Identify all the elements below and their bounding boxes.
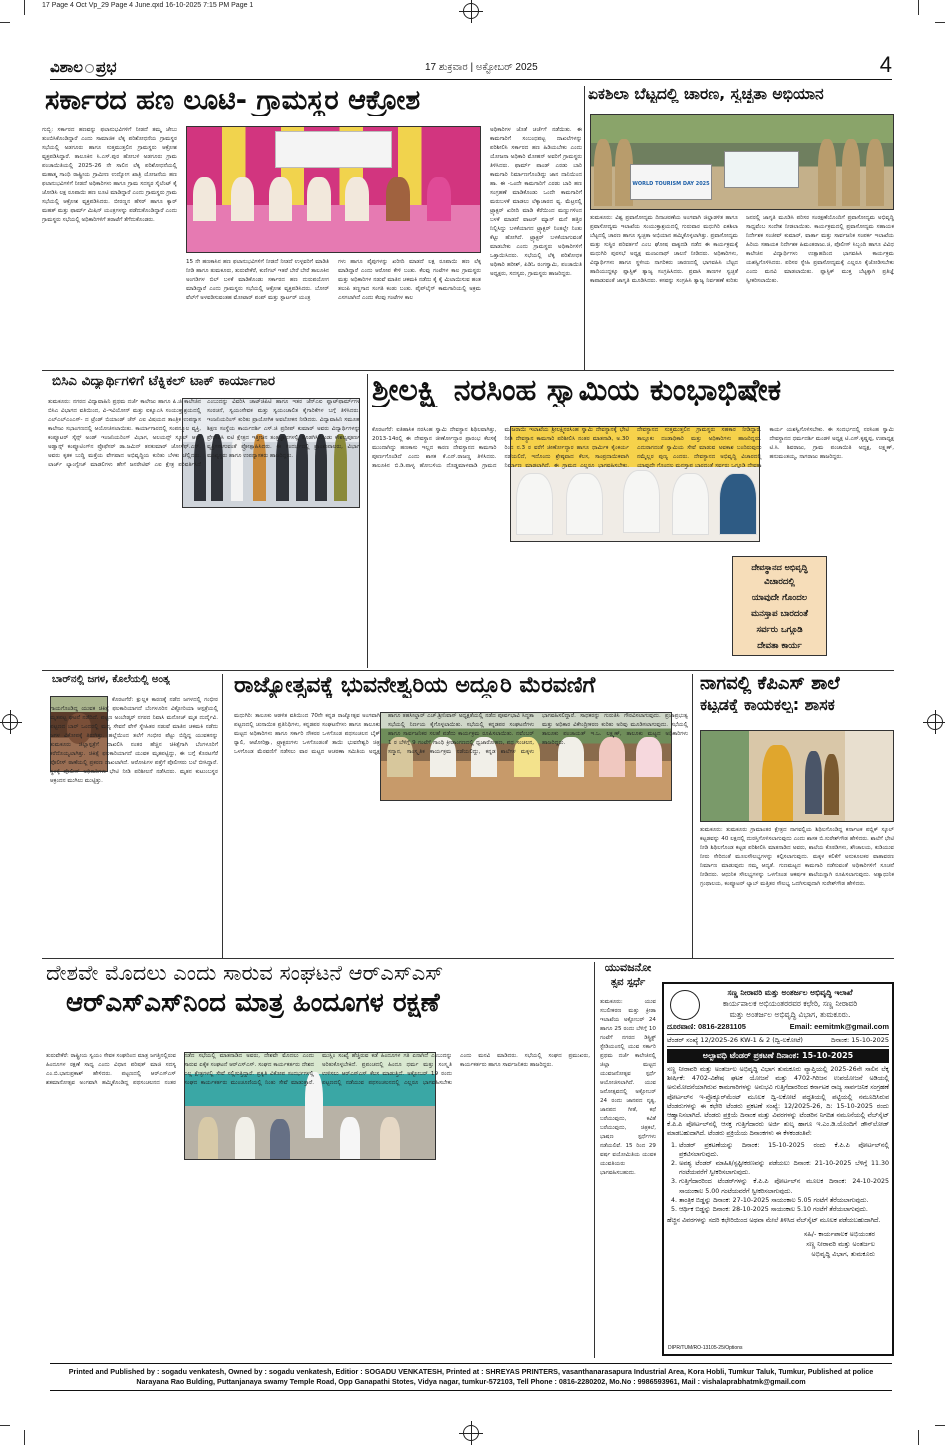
tender-schedule-item: 2. ಅವಶ್ಯ ಟೆಂಡರ್ ಮಾಹಿತಿ/ಸ್ಪಷ್ಟೀಕರಣವನ್ನು ಪಡೆಯಲು ದಿನಾಂಕ: 21-10-2025 ಬೆಳಿಗ್ಗೆ 11.30 ಗಂಟೆಯವರೆಗೆ ಸ್ವೀಕರಿಸಲಾಗುವುದು.: [679, 1159, 889, 1177]
article-body: ಗುಬ್ಬಿ: ಸರ್ಕಾರದ ಹಣವನ್ನು ಫಲಾನುಭವಿಗಳಿಗೆ ನೀಡದೆ ತಮ್ಮ ಜೇಬು ತುಂಬಿಸಿಕೊಂಡಿದ್ದಾರೆ ಎಂದು ಸಾಮಾಜಿಕ ಲೆಕ್ಕ ಪರಿಶೋಧನೆಯ ಗ್ರಾಮಸ್ಥರ ಸಭೆಯಲ್ಲಿ ಅಡಗೂರು ಹಾಗೂ ಸುತ್ತಮುತ್ತಲಿನ ಗ್ರಾಮಸ್ಥರು ಆಕ್ರೋಶ ವ್ಯಕ್ತಪಡಿಸಿದ್ದಾರೆ. ತಾಲೂಕಿನ ಸಿ.ಎಸ್.ಪುರ ಹೋಬಳಿ ಅಡಗೂರು ಗ್ರಾಮ ಪಂಚಾಯಿತಿಯಲ್ಲಿ 2025-26 ನೇ ಸಾಲಿನ ಲೆಕ್ಕ ಪರಿಶೋಧನೆಯಲ್ಲಿ ಮಹಾತ್ಮ ಗಾಂಧಿ ರಾಷ್ಟ್ರೀಯ ಗ್ರಾಮೀಣ ಉದ್ಯೋಗ ಖಾತ್ರಿ ಯೋಜನೆಯ ಹಣ ಫಲಾನುಭವಿಗಳಿಗೆ ನೀಡದೆ ಅಧಿಕಾರಿಗಳು ಹಾಗೂ ಗ್ರಾಮ ಸದಸ್ಯರ ಸೈಲೆಂಟ್ ಕೈ ಜೋಡಿಸಿ ಲಕ್ಷ ರೂಪಾಯಿ ಹಣ ಲೂಟಿ ಮಾಡಿದ್ದಾರೆ ಎಂದು ಗ್ರಾಮಸ್ಥರು ಗ್ರಾಮ ಸಭೆಯಲ್ಲಿ ಆಕ್ರೋಶ ವ್ಯಕ್ತಪಡಿಸಿದರು. ಬೀರಣ್ಣನ ಹೆಸರ್ ಹಾಗೂ ಕ್ಯಾರ್ ಮಹತ್ ಮತ್ತು ಫಾರ್ಮ್ ಮಿಷಿನ್ ಯಂತ್ರಗಳನ್ನು ಪಡೆದುಕೊಂಡಿದ್ದಾರೆ ಎಂದು ಗ್ರಾಮಸ್ಥರು ಸಭೆಯಲ್ಲಿ ಅಧಿಕಾರಿಗಳಿಗೆ ತರಾಟೆಗೆ ತೆಗೆದುಕೊಂಡರು.: [42, 127, 177, 223]
column-rule: [367, 374, 368, 668]
story-rajyotsava: [228, 674, 688, 958]
photo-banner: [724, 151, 800, 189]
article-body: ತುರುವೇಕೆರೆ: ರಾಷ್ಟ್ರೀಯ ಸ್ವಯಂ ಸೇವಕ ಸಂಘದಿಂದ ಮಾತ್ರ ಜಗತ್ತಿನಲ್ಲಿರುವ ಹಿಂದೂಗಳ ರಕ್ಷಣೆ ಸಾಧ್ಯ ಎಂದು ವಿಧಾನ ಪರಿಷತ್ ಮಾಜಿ ಸದಸ್ಯ ಎಂ.ಬಿ.ಭಾನುಪ್ರಕಾಶ್ ಹೇಳಿದರು. ಪಟ್ಟಣದಲ್ಲಿ ಆರ್‌ಎಸ್‌ಎಸ್ ಶತಮಾನೋತ್ಸವ ಅಂಗವಾಗಿ ಹಮ್ಮಿಕೊಂಡಿದ್ದ ಪಥಸಂಚಲನದ ನಂತರ ನಡೆದ ಸಭೆಯಲ್ಲಿ ಮಾತನಾಡಿದ ಅವರು, ದೇಶವೇ ಮೊದಲು ಎಂದು ಸಾರುವ ಏಕೈಕ ಸಂಘಟನೆ ಆರ್‌ಎಸ್‌ಎಸ್. ಸಂಘದ ಕಾರ್ಯಕರ್ತರು ದೇಶದ ಎಲ್ಲ ಕ್ಷೇತ್ರಗಳಲ್ಲಿ ಸೇವೆ ಸಲ್ಲಿಸುತ್ತಿದ್ದಾರೆ. ಪ್ರಕೃತಿ ವಿಕೋಪ ಸಂದರ್ಭಗಳಲ್ಲಿ ಸಂಘದ ಕಾರ್ಯಕರ್ತರು ಮುಂಚೂಣಿಯಲ್ಲಿ ನಿಂತು ಸೇವೆ ಮಾಡುತ್ತಾರೆ. ಮುಸ್ಲಿಂ ಸಂಖ್ಯೆ ಹೆಚ್ಚಿರುವ ಕಡೆ ಹಿಂದೂಗಳ ಗತಿ ಏನಾಗಿದೆ ಎಂಬುದನ್ನು ಅರಿತುಕೊಳ್ಳಬೇಕಿದೆ. ಪ್ರಪಂಚದಲ್ಲಿ ಹಿಂದೂ ಧರ್ಮ ಮತ್ತು ಸಂಸ್ಕೃತಿ ಉಳಿಸಲು ಆರ್‌ಎಸ್‌ಎಸ್ ಕೆಲಸ ಮಾಡುತ್ತಿದೆ. ಅಕ್ಟೋಬರ್ 19 ರಂದು ಪಟ್ಟಣದಲ್ಲಿ ನಡೆಯುವ ಪಥಸಂಚಲನದಲ್ಲಿ ಎಲ್ಲರೂ ಭಾಗವಹಿಸಬೇಕು ಎಂದು ಮನವಿ ಮಾಡಿದರು. ಸಭೆಯಲ್ಲಿ ಸಂಘದ ಪ್ರಮುಖರು, ಕಾರ್ಯಕರ್ತರು ಹಾಗೂ ಸಾರ್ವಜನಿಕರು ಹಾಜರಿದ್ದರು.: [46, 1053, 590, 1086]
pull-quote-box: [732, 556, 827, 656]
photo-person: [193, 177, 216, 221]
imprint-line: Printed and Published by : sogadu venkatesh, Owned by : sogadu venkatesh, Editior : SOGADU VENKATESH, Printed at : SHREYAS PRINTERS, vasanthanarasapura Industrial Area, Kora Hobli, Tumkur Taluk, Tumkur, Published at police: [68, 1367, 874, 1376]
government-emblem-icon: [670, 990, 700, 1020]
photo-person: [307, 177, 330, 221]
tender-signature: [667, 1229, 889, 1259]
story-lead: [42, 86, 582, 368]
story-bca-workshop: [42, 374, 362, 668]
article-body: ತುಮಕೂರು: ವಿಶ್ವ ಪ್ರವಾಸೋದ್ಯಮ ದಿನಾಚರಣೆಯ ಅಂಗವಾಗಿ ಜಿಲ್ಲಾಡಳಿತ ಹಾಗೂ ಪ್ರವಾಸೋದ್ಯಮ ಇಲಾಖೆಯ ಸಂಯುಕ್ತಾಶ್ರಯದಲ್ಲಿ ಗುರುವಾರ ಮಧುಗಿರಿ ಏಕಶಿಲಾ ಬೆಟ್ಟದಲ್ಲಿ ಚಾರಣ ಹಾಗೂ ಸ್ವಚ್ಛತಾ ಅಭಿಯಾನ ಹಮ್ಮಿಕೊಳ್ಳಲಾಗಿತ್ತು. ಪ್ರವಾಸೋದ್ಯಮ ಮತ್ತು ಸುಸ್ಥಿರ ಪರಿವರ್ತನೆ ಎಂಬ ಘೋಷ ವಾಕ್ಯದಡಿ ನಡೆದ ಈ ಕಾರ್ಯಕ್ರಮಕ್ಕೆ ಮಧುಗಿರಿ ಪುರಸಭೆ ಅಧ್ಯಕ್ಷ ಮಂಜುನಾಥ್ ಚಾಲನೆ ನೀಡಿದರು. ಅಧಿಕಾರಿಗಳು, ವಿದ್ಯಾರ್ಥಿಗಳು ಹಾಗೂ ಸ್ಥಳೀಯ ನಾಗರಿಕರು ಚಾರಣದಲ್ಲಿ ಭಾಗವಹಿಸಿ ಬೆಟ್ಟದ ಹಾದಿಯುದ್ದಕ್ಕೂ ಪ್ಲಾಸ್ಟಿಕ್ ತ್ಯಾಜ್ಯ ಸಂಗ್ರಹಿಸಿದರು. ಪ್ರವಾಸಿ ತಾಣಗಳ ಸ್ವಚ್ಛತೆ ಕಾಪಾಡುವಂತೆ ಜಾಗೃತಿ ಮೂಡಿಸಿದರು. ಕಸವನ್ನು ಸಂಗ್ರಹಿಸಿ ತ್ಯಾಜ್ಯ ನಿರ್ವಹಣೆ ಕುರಿತು ಜನರಲ್ಲಿ ಜಾಗೃತಿ ಮೂಡಿಸಿ ಪರಿಸರ ಸಂರಕ್ಷಣೆಯೊಂದಿಗೆ ಪ್ರವಾಸೋದ್ಯಮ ಅಭಿವೃದ್ಧಿ ಸಾಧ್ಯವೆಂಬ ಸಂದೇಶ ನೀಡಲಾಯಿತು. ಕಾರ್ಯಕ್ರಮದಲ್ಲಿ ಪ್ರವಾಸೋದ್ಯಮ ಸಹಾಯಕ ನಿರ್ದೇಶಕ ಸಂಜೀವ್ ಕುಮಾರ್, ವಾರ್ತಾ ಮತ್ತು ಸಾರ್ವಜನಿಕ ಸಂಪರ್ಕ ಇಲಾಖೆಯ ಹಿರಿಯ ಸಹಾಯಕ ನಿರ್ದೇಶಕ ಹಿಮಂತರಾಜು.ಜಿ, ಪೊಲೀಸ್ ಸಿಬ್ಬಂದಿ ಹಾಗೂ ವಿವಿಧ ಕಾಲೇಜಿನ ವಿದ್ಯಾರ್ಥಿಗಳು ಉತ್ಸಾಹದಿಂದ ಭಾಗವಹಿಸಿ ಕಾರ್ಯಕ್ರಮ ಯಶಸ್ವಿಗೊಳಿಸಿದರು. ಪರಿಸರ ಸ್ನೇಹಿ ಪ್ರವಾಸೋದ್ಯಮಕ್ಕೆ ಎಲ್ಲರೂ ಕೈಜೋಡಿಸಬೇಕು ಎಂದು ಮನವಿ ಮಾಡಲಾಯಿತು. ಪ್ಲಾಸ್ಟಿಕ್ ಮುಕ್ತ ಬೆಟ್ಟಕ್ಕಾಗಿ ಪ್ರತಿಜ್ಞೆ ಸ್ವೀಕರಿಸಲಾಯಿತು.: [590, 215, 894, 284]
headline-line-2: ಆರ್‌ಎಸ್‌ಎಸ್‌ನಿಂದ ಮಾತ್ರ ಹಿಂದೂಗಳ ರಕ್ಷಣೆ: [66, 989, 440, 1018]
crop-mark: [935, 22, 945, 23]
crop-mark: [918, 0, 919, 15]
tender-phone: ದೂರವಾಣಿ: 0816-2281105: [667, 1022, 746, 1031]
masthead: [50, 52, 892, 80]
tender-reference: [667, 1034, 889, 1047]
story-kps-school: [696, 674, 894, 956]
registration-mark-icon: [463, 1425, 479, 1441]
headline: ಏಕಶಿಲಾ ಬೆಟ್ಟದಲ್ಲಿ ಚಾರಣ, ಸ್ವಚ್ಛತಾ ಅಭಿಯಾನ: [588, 86, 824, 103]
story-bar-fight: [42, 674, 218, 956]
story-trekking: [588, 86, 894, 370]
logo-text-left: ವಿಶಾಲ: [50, 58, 83, 76]
section-rule: [42, 670, 894, 671]
tender-intro: ಸಣ್ಣ ನೀರಾವರಿ ಮತ್ತು ಅಂತರ್ಜಲ ಅಭಿವೃದ್ಧಿ ವಿಭಾಗ ತುಮಕೂರು ವ್ಯಾಪ್ತಿಯಲ್ಲಿ 2025-26ನೇ ಸಾಲಿನ ಲೆಕ್ಕ ಶೀರ್ಷಿಕೆ: 4702-ವಿಶೇಷ ಘಟಕ ಯೋಜನೆ ಮತ್ತು 4702-ಗಿರಿಜನ ಉಪಯೋಜನೆ ಅಡಿಯಲ್ಲಿ ಅನುಮೋದನೆಯಾಗಿರುವ ಕಾಮಗಾರಿಗಳನ್ನು ಅನುಭವಿ ಗುತ್ತಿಗೆದಾರರಿಂದ ಕರ್ನಾಟಕ ರಾಜ್ಯ ಸಾರ್ವಜನಿಕ ಸಂಗ್ರಹಣೆ ಪೋರ್ಟಲ್‌ನ ಇ-ಪ್ರೊಕ್ಯೂರ್‌ಮೆಂಟ್ ಮೂಲಕ ದ್ವಿ-ಲಕೋಟೆ ಪದ್ಧತಿಯಲ್ಲಿ ಪಟ್ಟಿಯಲ್ಲಿ ನಮೂದಿಸಿರುವ ಟೆಂಡರುಗಳನ್ನು ಈ ಕಛೇರಿ ಟೆಂಡರು ಪ್ರಕಟಣೆ ಸಂಖ್ಯೆ: 12/2025-26, ದಿ: 15-10-2025 ರಂದು ಆಹ್ವಾನಿಸಲಾಗಿದೆ. ಟೆಂಡರು ಪ್ರಕ್ರಿಯೆ ದಿನಾಂಕ ಮತ್ತು ವಿವರಗಳನ್ನು ಟೆಂಡರಿನ ನಿಗದಿತ ನಮೂನೆಯಲ್ಲಿ ವೆಬ್‌ಸೈಟ್ ಕೆ.ಪಿ.ಪಿ ಪೋರ್ಟಲ್‌ನಲ್ಲಿ ಆಸಕ್ತ ಗುತ್ತಿಗೆದಾರರು ಅರ್ಜಿ ಶುಲ್ಕ ಹಾಗೂ ಇ.ಎಂ.ಡಿ.ಯೊಂದಿಗೆ ಡೌನ್‌ಲೋಡ್ ಮಾಡಬಹುದಾಗಿದೆ. ಟೆಂಡರು ಪ್ರಕ್ರಿಯೆಯ ದಿನಾಂಕಗಳು ಈ ಕೆಳಕಂಡಂತಿವೆ:: [667, 1066, 889, 1138]
tender-ref-date: ದಿನಾಂಕ: 15-10-2025: [831, 1036, 889, 1044]
logo-text-right: ಪ್ರಭ: [95, 58, 117, 76]
section-rule: [42, 958, 894, 959]
page-number: 4: [879, 52, 892, 77]
photo-person: [866, 139, 884, 207]
column-rule: [692, 674, 693, 958]
photo-banner: [630, 164, 712, 200]
column-rule: [584, 86, 585, 370]
crop-mark: [0, 22, 10, 23]
article-body: ಗಳು ಹಾಗೂ ಪೈಪುಗಳನ್ನು ಖರೀದಿ ಮಾಡದೆ ಲಕ್ಷ ರೂಪಾಯಿ ಹಣ ಲೆಕ್ಕ ಮಾಡಿದ್ದಾರೆ ಎಂದು ಆರೋಪ ಕೇಳಿ ಬಂತು. ಕೆಲವು ಗಂಟೆಗಳ ಕಾಲ ಗ್ರಾಮಸ್ಥರು ಮತ್ತು ಅಧಿಕಾರಿಗಳ ನಡುವೆ ಮಾತಿನ ಚಕಮಕಿ ನಡೆದು ಕೈ ಕೈ ಮಿಲಾಯಿಸುವ ಹಂತ ತಲುಪಿ ತಣ್ಣಗಾದ ಸಂಗತಿ ಕಂಡು ಬಂತು. ಪೈಪ್‌ಲೈನ್ ಕಾಮಗಾರಿಯಲ್ಲಿ ಅಕ್ರಮ ಎಸಗಲಾಗಿದೆ ಎಂದು ಕೆಲವು ಗಂಟೆಗಳ ಕಾಲ: [338, 259, 481, 301]
photo-person: [231, 177, 254, 221]
article-body: ಕೊರಟಗೆರೆ: ಐತಿಹಾಸಿಕ ನರಸಿಂಹ ಸ್ವಾಮಿ ದೇವಸ್ಥಾನ ಶಿಥಿಲವಾಗಿತ್ತು, 2013-14ರಲ್ಲಿ ಈ ದೇವಸ್ಥಾನ ಜೀರ್ಣೋದ್ಧಾರ ಪ್ರಾರಂಭ ಕೆಲಸಕ್ಕೆ ಮುಂದಾಗಿದ್ದು ಹಣಕಾಸು ಇಲ್ಲದ ಕಾರಣ ದೇವಸ್ಥಾನದ ಕಾಮಗಾರಿ ಪೂರ್ಣಗೊಂಡಿದೆ ಎಂದು ಶಾಸಕ ಕೆ.ಎನ್.ರಾಜಣ್ಣ ತಿಳಿಸಿದರು. ತಾಲೂಕಿನ ಬಿ.ಡಿ.ಪಾಳ್ಯ ಹೋಬಳಿಯ ದೊಡ್ಡಮಾಳವಾಡಿ ಗ್ರಾಮದ ಮುಜರಾಯಿ ಇಲಾಖೆಯ ಶ್ರೀಲಕ್ಷ್ಮಿನರಸಿಂಹ ಸ್ವಾಮಿ ದೇವಸ್ಥಾನಕ್ಕೆ ಭೇಟಿ ನೀಡಿ ದೇವಸ್ಥಾನ ಕಾಮಗಾರಿ ಪರಿಶೀಲಿಸಿ ನಂತರ ಮಾತನಾಡಿ, ಅ.30 ರಿಂದ ನ.3 ರ ವರೆಗೆ ಜೀರ್ಣೋದ್ಧಾರ ಹಾಗೂ ಧಾರ್ಮಿಕ ಕೈಂಕರ್ಯ ನಡೆಯಲಿದೆ, ಇದೊಂದು ಶ್ರೇಷ್ಠವಾದ ಕೆಲಸ, ಸಾಂಪ್ರದಾಯಿಕವಾಗಿ ನಿರ್ಮಾಣ ಮಾಡಲಾಗಿದೆ. ಈ ಗ್ರಾಮದ ಎಲ್ಲರೂ ಭಾಗವಹಿಸಬೇಕು. ದೇವಸ್ಥಾನದ ಸುತ್ತಮುತ್ತಲಿನ ಗ್ರಾಮಸ್ಥರು ಸಹಕಾರ ನೀಡಿದ್ದಾರೆ. ತಾಲ್ಲೂಕು ದಂಡಾಧಿಕಾರಿ ಮತ್ತು ಅಧಿಕಾರಿಗಳು ಹಾಜರಿದ್ದರು. ಎದುರಾಗದಂತೆ ಸ್ವಾಮಿಯ ಸೇವೆ ಮಾಡುವ ಅವಕಾಶ ಬಂದಿರುವುದು ನಮ್ಮೆಲ್ಲರ ಪುಣ್ಯ ಎಂದರು. ದೇವಸ್ಥಾನದ ಅಭಿವೃದ್ಧಿ ವಿಚಾರದಲ್ಲಿ ಯಾವುದೇ ಗೊಂದಲ ಮನಸ್ತಾಪ ಬಾರದಂತೆ ಸರ್ವರು ಒಗ್ಗೂಡಿ ದೇವತಾ ಕಾರ್ಯ ಯಶಸ್ವಿಗೊಳಿಸಬೇಕು. ಈ ಸಂದರ್ಭದಲ್ಲಿ ನರಸಿಂಹ ಸ್ವಾಮಿ ದೇವಸ್ಥಾನದ ಧರ್ಮದರ್ಶಿ ಮಂಡಳಿ ಅಧ್ಯಕ್ಷ ಟಿ.ಎಸ್.ಕೃಷ್ಣಪ್ಪ, ಉಪಾಧ್ಯಕ್ಷ ಟಿ.ಸಿ. ಶಿವರಾಜು, ಗ್ರಾಮ ಪಂಚಾಯಿತಿ ಅಧ್ಯಕ್ಷ, ಲಕ್ಷ್ಮಣ್, ಹನುಮಂತಯ್ಯ, ನಾಗರಾಜು ಹಾಜರಿದ್ದರು.: [372, 427, 894, 469]
photo-school-visit: [700, 730, 894, 822]
headline-line-1: ಯುವಜನೋ: [604, 962, 652, 974]
crop-mark: [24, 1430, 25, 1445]
photo-banner: [275, 131, 392, 169]
tender-schedule: [679, 1141, 889, 1215]
photo-person: [824, 754, 839, 815]
crop-mark: [935, 1425, 945, 1426]
tender-schedule-item: 1. ಟೆಂಡರ್ ಪ್ರಕಟಣೆಯನ್ನು ದಿನಾಂಕ: 15-10-2025 ರಂದು ಕೆ.ಪಿ.ಪಿ ಪೋರ್ಟಲ್‌ನಲ್ಲಿ ಪ್ರಕಟಿಸಲಾಗುವುದು.: [679, 1141, 889, 1159]
headline: ಬಿಸಿಎ ವಿದ್ಯಾರ್ಥಿಗಳಿಗೆ ಟೆಕ್ನಿಕಲ್ ಟಾಕ್ ಕಾರ್ಯಾಗಾರ: [52, 374, 276, 389]
headline: ರಾಜ್ಯೋತ್ಸವಕ್ಕೆ ಭುವನೇಶ್ವರಿಯ ಅದ್ದೂರಿ ಮೆರವಣಿಗೆ: [234, 674, 596, 698]
article-body: ಕೊರಟಗೆರೆ: ಕ್ಷುಲ್ಲಕ ಕಾರಣಕ್ಕೆ ನಡೆದ ಜಗಳದಲ್ಲಿ ಗಂಭೀರ ಗಾಯಗೊಂಡಿದ್ದ ಯುವಕ ಚಿಕಿತ್ಸೆ ಫಲಕಾರಿಯಾಗದೆ ಬೆಂಗಳೂರಿನ ವಿಕ್ಟೋರಿಯಾ ಆಸ್ಪತ್ರೆಯಲ್ಲಿ ಮೃತಪಟ್ಟ ಘಟನೆ ನಡೆದಿದೆ. ಪಟ್ಟಣ ಅಂಬೇಡ್ಕರ್ ನಗರದ ನಿವಾಸಿ ಮನೋಜ್ ಮೃತ ದುರ್ದೈವಿ. ಪಟ್ಟಣದ ಬಾರ್ ಒಂದರಲ್ಲಿ ಮದ್ಯ ಸೇವನೆ ವೇಳೆ ಸ್ನೇಹಿತರ ನಡುವೆ ಮಾತಿನ ಚಕಮಕಿ ನಡೆದು ಜಗಳ ವಿಕೋಪಕ್ಕೆ ತಿರುಗಿತ್ತು. ಹಲ್ಲೆಯಿಂದ ತಲೆಗೆ ಗಂಭೀರ ಪೆಟ್ಟು ಬಿದ್ದಿದ್ದ ಯುವಕನನ್ನು ತುಮಕೂರು ಜಿಲ್ಲಾಸ್ಪತ್ರೆಗೆ ದಾಖಲಿಸಿ ನಂತರ ಹೆಚ್ಚಿನ ಚಿಕಿತ್ಸೆಗಾಗಿ ಬೆಂಗಳೂರಿಗೆ ಕರೆದೊಯ್ಯಲಾಗಿತ್ತು. ಚಿಕಿತ್ಸೆ ಫಲಕಾರಿಯಾಗದೆ ಯುವಕ ಮೃತಪಟ್ಟಿದ್ದು, ಈ ಬಗ್ಗೆ ಕೊರಟಗೆರೆ ಪೊಲೀಸ್ ಠಾಣೆಯಲ್ಲಿ ಪ್ರಕರಣ ದಾಖಲಾಗಿದೆ. ಆರೋಪಿಗಳ ಪತ್ತೆಗೆ ಪೊಲೀಸರು ಬಲೆ ಬೀಸಿದ್ದಾರೆ. ಸ್ಥಳಕ್ಕೆ ಪೊಲೀಸ್ ಅಧಿಕಾರಿಗಳು ಭೇಟಿ ನೀಡಿ ಪರಿಶೀಲನೆ ನಡೆಸಿದರು. ಮೃತನ ಕುಟುಂಬಸ್ಥರ ಆಕ್ರಂದನ ಮುಗಿಲು ಮುಟ್ಟಿತ್ತು.: [50, 697, 218, 784]
tender-ref-number: ಟೆಂಡರ್ ಸಂಖ್ಯೆ 12/2025-26 KW-1 & 2 (ದ್ವಿ-ಲಕೋಟೆ): [667, 1036, 803, 1044]
headline: ಬಾರ್‌ನಲ್ಲಿ ಜಗಳ, ಕೊಲೆಯಲ್ಲಿ ಅಂತ್ಯ: [52, 674, 170, 685]
issue-date: 17 ಶುಕ್ರವಾರ | ಅಕ್ಟೋಬರ್ 2025: [425, 62, 538, 73]
tender-sign-line: ಅಭಿವೃದ್ಧಿ ವಿಭಾಗ, ತುಮಕೂರು: [811, 1250, 875, 1259]
tender-banner: ಅಲ್ಪಾವಧಿ ಟೆಂಡರ್ ಪ್ರಕಟಣೆ ದಿನಾಂಕ: 15-10-2025: [667, 1049, 889, 1063]
headline-line-1: ದೇಶವೇ ಮೊದಲು ಎಂದು ಸಾರುವ ಸಂಘಟನೆ ಆರ್‌ಎಸ್‌ಎಸ್: [46, 962, 444, 985]
tender-schedule-item: 3. ಗುತ್ತಿಗೆದಾರರಿಂದ ಟೆಂಡರ್‌ಗಳನ್ನು ಕೆ.ಪಿ.ಪಿ ಪೋರ್ಟಲ್‌ನ ಮೂಲಕ ದಿನಾಂಕ: 24-10-2025 ಸಾಯಂಕಾಲ 5.00 ಗಂಟೆಯವರೆಗೆ ಸ್ವೀಕರಿಸಲಾಗುವುದು.: [679, 1177, 889, 1195]
logo-emblem-icon: [85, 64, 94, 73]
article-body: ತುಮಕೂರು: ತುಮಕೂರು ಗ್ರಾಮಾಂತರ ಕ್ಷೇತ್ರದ ನಾಗವಲ್ಲಿಯ ಶಿಥಿಲಗೊಂಡಿದ್ದ ಕರ್ನಾಟಕ ಪಬ್ಲಿಕ್ ಸ್ಕೂಲ್ ಕಟ್ಟಡವನ್ನು 40 ಲಕ್ಷದಲ್ಲಿ ದುರಸ್ತಿಗೊಳಿಸಲಾಗುವುದು ಎಂದು ಶಾಸಕ ಬಿ.ಸುರೇಶ್‌ಗೌಡ ಹೇಳಿದರು. ಶಾಲೆಗೆ ಭೇಟಿ ನೀಡಿ ಶಿಥಿಲಗೊಂಡ ಕಟ್ಟಡ ಪರಿಶೀಲಿಸಿ ಮಾತನಾಡಿದ ಅವರು, ಶಾಲೆಯ ಕೊಠಡಿಗಳು, ಶೌಚಾಲಯ, ಕುಡಿಯುವ ನೀರು ಸೇರಿದಂತೆ ಮೂಲಸೌಲಭ್ಯಗಳನ್ನು ಕಲ್ಪಿಸಲಾಗುವುದು. ಮಕ್ಕಳ ಕಲಿಕೆಗೆ ಅನುಕೂಲಕರ ವಾತಾವರಣ ನಿರ್ಮಾಣ ಮಾಡುವುದು ನಮ್ಮ ಆದ್ಯತೆ. ಗುಣಮಟ್ಟದ ಕಾಮಗಾರಿ ನಡೆಸುವಂತೆ ಅಧಿಕಾರಿಗಳಿಗೆ ಸೂಚನೆ ನೀಡಿದರು. ಆಧುನಿಕ ಸೌಲಭ್ಯಗಳನ್ನು ಒಳಗೊಂಡ ಆಕರ್ಷಕ ಶಾಲೆಯನ್ನಾಗಿ ರೂಪಿಸಲಾಗುವುದು. ಅತ್ಯಾಧುನಿಕ ಗ್ರಂಥಾಲಯ, ಕಂಪ್ಯೂಟರ್ ಲ್ಯಾಬ್ ಮತ್ತಿತರ ಸೌಲಭ್ಯ ಒದಗಿಸುವುದಾಗಿ ಸುರೇಶ್‌ಗೌಡ ಹೇಳಿದರು.: [700, 827, 894, 887]
tender-contact: [667, 1022, 889, 1032]
print-slug-line: 17 Page 4 Oct Vp_29 Page 4 June.qxd 16-10-2025 7:15 PM Page 1: [42, 2, 254, 9]
tender-schedule-item: 5. ಆರ್ಥಿಕ ಬಿಡ್ಡನ್ನು ದಿನಾಂಕ: 28-10-2025 ಸಾಯಂಕಾಲ 5.10 ಗಂಟೆಗೆ ತೆರೆಯಲಾಗುವುದು.: [679, 1205, 889, 1214]
headline-line-2: ತ್ಸವ ಸ್ಪರ್ಧೆ: [610, 977, 646, 989]
tender-sign-line: ಸಹಿ/- ಕಾರ್ಯಪಾಲಕ ಅಭಿಯಂತರ: [803, 1230, 875, 1239]
crop-mark: [24, 0, 25, 15]
section-rule: [42, 370, 894, 371]
headline-line-2: ಕಟ್ಟಡಕ್ಕೆ ಕಾಯಕಲ್ಪ: ಶಾಸಕ: [700, 695, 835, 714]
tender-schedule-item: 4. ತಾಂತ್ರಿಕ ಬಿಡ್ಡನ್ನು ದಿನಾಂಕ: 27-10-2025 ಸಾಯಂಕಾಲ 5.05 ಗಂಟೆಗೆ ತೆರೆಯಲಾಗುವುದು.: [679, 1196, 889, 1205]
article-body: ತುಮಕೂರು: ನಗರದ ವಿದ್ಯಾವಾಹಿನಿ ಪ್ರಥಮ ದರ್ಜೆ ಕಾಲೇಜು ಹಾಗೂ ಪಿ.ಜಿ ಕಾಲೇಜಿನ ಬಿಸಿಎ ವಿಭಾಗದ ವತಿಯಿಂದ, ವಿ-ಇವಿಯೋನ್ ಮತ್ತು ಐಕ್ಯೂಎಸಿ ಸಂಯುಕ್ತಾಶ್ರಯದಲ್ಲಿ ಎಲ್‌ಎಲ್‌ಎಂಎಸ್- ದ ಟ್ರೆಂಡ್ ಬಿಯಾಂಡ್ ಚೆನ್ ಎಐ ವಿಷಯದ ತಾಂತ್ರಿಕ ಉಪನ್ಯಾಸ ಕಾಲೇಜು ಸಭಾಂಗಣದಲ್ಲಿ ಆಯೋಜಿಸಲಾಯಿತು. ಕಾರ್ಯಾಗಾರದಲ್ಲಿ ಸಂಪನ್ಮೂಲ ವ್ಯಕ್ತಿ, ಕಂಪ್ಯೂಟರ್ ಸೈನ್ಸ್ ಅಂಡ್ ಇಂಜನಿಯರಿಂಗ್ ವಿಭಾಗ, ಅಲಯನ್ಸ್ ಸ್ಕೂಲ್ ಆಫ್ ಅಡ್ವಾನ್ಸ್ ಕಂಪ್ಯೂಟಿಂಗ್‌ನ ಪ್ರೊಫೆಸರ್ ಡಾ.ಜಮಿನ್ ತನಕುಮಾರ್ ಜೋಸೆಫ್.ಎನ್. ಅವರು ಕೃತಕ ಬುದ್ಧಿ ಮತ್ತೆಯ ವೇಗವಾದ ಅಭಿವೃದ್ಧಿಯ ಕುರಿತು ಬೆಳಕು ಚೆಲ್ಲಿದರು. ಲಾರ್ಜ್ ಲ್ಯಾಂಗ್ವೇಜ್ ಮಾಡಲಿಗಳು ಹೇಗೆ ಜನರೇಟಿವ್ ಎಐ ಕ್ಷೇತ್ರ ಪರಿವರ್ತಿಸಿದೆ ಎಂಬುದನ್ನು ವಿವರಿಸಿ ಚಾಟ್‌ಜಿಪಿಟಿ ಹಾಗೂ ಇತರ ಜೆನ್‌ಎಐ ಪ್ಲಾಟ್‌ಫಾರ್ಮ್‌ಗಳ ಸಂರಚನೆ, ಸ್ವಯಂಸೇವಕ ಮತ್ತು ಸ್ವಯಂಚಾಲಿತ ಕೈಗಾರಿಕೆಗಳ ಬಗ್ಗೆ ತಿಳಿಸಿದರು. ಇಂಜನಿಯರಿಂಗ್ ಕುರಿತು ಪ್ರಾಯೋಗಿಕ ಅವಲೋಕನ ನೀಡಿದರು. ವಿದ್ಯಾವಾಹಿನಿ ಸಮೂಹ ಶಿಕ್ಷಣ ಸಂಸ್ಥೆಯ ಕಾರ್ಯದರ್ಶಿ ಎಸ್.ಜಿ ಪ್ರದೀಪ್ ಕುಮಾರ್ ಅವರು ವಿದ್ಯಾರ್ಥಿಗಳನ್ನು ಪ್ರೇರೇಪಿಸಿ ಐಟಿ ಕ್ಷೇತ್ರದ ಇತ್ತೀಚಿನ ತಂತ್ರಜ್ಞಾನಗಳಲ್ಲಿ ತೊಡಗಿಸಿಕೊಂಡು ಕೌಶಲ್ಯಪೂರ್ಣ ವ್ಯಕ್ತಿಗಳಾಗುವಂತೆ ಪ್ರೋತ್ಸಾಹಿಸಿದರು. ಈ ಸಂದರ್ಭದಲ್ಲಿ ಪ್ರಾಂಶುಪಾಲರು, ವಿಭಾಗ ಮುಖ್ಯಸ್ಥರು ಹಾಗೂ ಉಪನ್ಯಾಸಕರು ಹಾಜರಿದ್ದರು.: [48, 399, 360, 468]
story-youth-fest: [600, 962, 656, 1358]
article-body: ಅಧಿಕಾರಿಗಳ ಜೊತೆ ಚರ್ಚೆಗೆ ನಡೆಯಿತು. ಈ ಕಾಮಗಾರಿಗೆ ಸಂಬಂಧಪಟ್ಟ ದಾಖಲೆಗಳನ್ನು ಪರಿಶೀಲಿಸಿ ಸರ್ಕಾರದ ಹಣ ಹಿಡಿಯಬೇಕು ಎಂದು ಯೋಜನಾ ಅಧಿಕಾರಿ ಮೋಹನ್ ಅವರಿಗೆ ಗ್ರಾಮಸ್ಥರು ತಿಳಿಸಿದರು. ಫಾರ್ಮ್ ಪಾಂಡ್ ಎರಡು ಬಾರಿ ಕಾಮಗಾರಿ ನಿರ್ಮಾಣಗೊಂಡಿದ್ದು ಜಾನ ದಾನಿಯಿಂದ ಹಾ. ಈ -ಒಂದೇ ಕಾಮಗಾರಿಗೆ ಎರಡು ಬಾರಿ ಹಣ ಸಂಗ್ರಹಣೆ ಮಾಡಿಕೊಂಡು ಒಂದೇ ಕಾಮಗಾರಿಗೆ ಮರುಬಳಕೆ ಮಾಡಲು ಲೆಕ್ಕಾಚಾರದ ವ್ಯ. ಮೆಟ್ರನಲ್ಲಿ ಟ್ರ್ಯಾಕ್ಟರ್ ಖರೀದಿ ಮಾಡಿ ಕೆರೆಯಿಂದ ಮಣ್ಣುಗಳಿಂದ ಬಳಕೆ ಮಾಡದೆ ವಾಟರ್ ಮ್ಯಾನ್ ಮನೆ ಹತ್ತಿರ ನಿಲ್ಲಿಸಿದ್ದು ಬಳಕೆಯಾಗದ ಟ್ರ್ಯಾಕ್ಟರ್ ನಿಂತಲ್ಲೇ ನಿಂತು ಕೆಟ್ಟು ಹೋಗಿದೆ. ಟ್ರ್ಯಾಕ್ಟರ್ ಬಳಕೆಯಾಗುವಂತೆ ಮಾಡಬೇಕು ಎಂದು ಗ್ರಾಮಸ್ಥರು ಅಧಿಕಾರಿಗಳಿಗೆ ಒತ್ತಾಯಿಸಿದರು. ಸಭೆಯಲ್ಲಿ ಲೆಕ್ಕ ಪರಿಶೋಧಕ ಅಧಿಕಾರಿ ಹರೀಶ್, ಪಿಡಿಓ ರಂಗಸ್ವಾಮಿ, ಪಂಚಾಯಿತಿ ಅಧ್ಯಕ್ಷರು, ಸದಸ್ಯರು, ಗ್ರಾಮಸ್ಥರು ಹಾಜರಿದ್ದರು.: [490, 127, 582, 277]
photo-person: [269, 177, 292, 221]
tender-closing: ಹೆಚ್ಚಿನ ವಿವರಗಳನ್ನು ಸದರಿ ಕಛೇರಿಯಿಂದ ಅಥವಾ ಮೇಲೆ ತಿಳಿಸಿದ ವೆಬ್‌ಸೈಟ್ ಮೂಲಕ ಪಡೆಯಬಹುದಾಗಿದೆ.: [667, 1217, 881, 1225]
tender-dept-line: ಕಾರ್ಯಪಾಲಕ ಅಭಿಯಂತರರವರ ಕಛೇರಿ, ಸಣ್ಣ ನೀರಾವರಿ: [722, 999, 858, 1008]
photo-person: [818, 139, 836, 207]
photo-person: [805, 751, 822, 814]
article-body: 15 ನೇ ಹಣಕಾಸಿನ ಹಣ ಫಲಾನುಭವಿಗಳಿಗೆ ನೀಡದೆ ನೀಡದೆ ಉಳ್ಳವರಿಗೆ ಮಾಡಿತಿ ನೀಡಿ ಹಾಗೂ ತುಮಕೂರು, ತುರುವೇಕೆರೆ, ಕುಣಿಗಲ್ ಇತರೆ ಬೇರೆ ಬೇರೆ ತಾಲೂಕಿನ ಅಂಗಡಿಗಳ ಬಿಲ್ ಬಳಕೆ ಮಾಡಿಕೊಂಡು ಸರ್ಕಾರದ ಹಣ ದುರುಪಯೋಗ ಮಾಡಿದ್ದಾರೆ ಎಂದು ಗ್ರಾಮಸ್ಥರು ಸಭೆಯಲ್ಲಿ ಆಕ್ರೋಶ ವ್ಯಕ್ತಪಡಿಸಿದರು. ಬೋರ್ ವೆಲ್‌ಗೆ ಅಳವಡಿಸುವಂತಹ ಮೋಟಾರ್ ಪಂಪ್ ಮತ್ತು ಸ್ಟಾರ್ಟರ್ ಯಂತ್ರ: [186, 259, 329, 301]
photo-person: [345, 177, 368, 221]
banner-text: WORLD TOURISM DAY 2025: [632, 180, 710, 187]
registration-mark-icon: [927, 714, 943, 730]
pull-quote-line: ವಿಚಾರದಲ್ಲಿ: [764, 577, 795, 587]
crop-mark: [0, 1425, 10, 1426]
article-body: ಮಧುಗಿರಿ: ತಾಲೂಕು ಆಡಳಿತ ವತಿಯಿಂದ 70ನೇ ಕನ್ನಡ ರಾಜ್ಯೋತ್ಸವ ಅಂಗವಾಗಿ ಪಟ್ಟಣದಲ್ಲಿ ಚುನಾಯಿತ ಪ್ರತಿನಿಧಿಗಳು, ಕನ್ನಡಪರ ಸಂಘಟನೆಗಳು ಹಾಗೂ ತಾಲೂಕು ಮಟ್ಟದ ಅಧಿಕಾರಿಗಳು ಹಾಗೂ ಸರ್ಕಾರಿ ನೌಕರರ ಒಳಗೊಂಡ ಪಥಸಂಚಲನ ಬೈಕ್ ರ್‍ಯಾಲಿ, ಆಟೋರಿಕ್ಷಾ, ಟ್ರ್ಯಾಕ್ಟರುಗಳು ಒಳಗೊಂಡಂತೆ ತಾಯಿ ಭುವನೇಶ್ವರಿ ಚಿತ್ರ ಒಳಗೊಂಡ ಮೆರವಣಿಗೆ ನಡೆಸಲು ವಾರ ಮಟ್ಟದ ಆಚರಣಾ ಸಮಿತಿಯ ಅಧ್ಯಕ್ಷ ಹಾಗೂ ತಹಸೀಲ್ದಾರ್ ಎಚ್.ಶ್ರೀನಿವಾಸ್ ಅಧ್ಯಕ್ಷತೆಯಲ್ಲಿ ನಡೆದ ಪೂರ್ವಭಾವಿ ಸಿದ್ಧತಾ ಸಭೆಯಲ್ಲಿ ನಿರ್ಣಯ ಕೈಗೊಳ್ಳಲಾಯಿತು. ಸಭೆಯಲ್ಲಿ ಕನ್ನಡಪರ ಸಂಘಟನೆಗಳು ಹಾಗೂ ಸಾರ್ವಜನಿಕರ ಸಲಹೆ ಪಡೆದು ಕಾರ್ಯಕ್ರಮ ರೂಪಿಸಲಾಯಿತು. ನವೆಂಬರ್ 1 ರ ಬೆಳಿಗ್ಗೆ 9 ಗಂಟೆಗೆ ಗಾಂಧಿ ಕ್ರೀಡಾಂಗಣದಲ್ಲಿ ಧ್ವಜಾರೋಹಣ, ಪಥ ಸಂಚಲನ, ಸನ್ಮಾನ, ಸಾಂಸ್ಕೃತಿಕ ಕಾರ್ಯಕ್ರಮ ನಡೆಯಲಿದ್ದು, ಕನ್ನಡ ಶಾಲೆಗಳ ಮಕ್ಕಳು ಭಾಗವಹಿಸಲಿದ್ದಾರೆ. ಸಾಧಕರನ್ನು ಗುರುತಿಸಿ ಗೌರವಿಸಲಾಗುವುದು. ಪ್ರಜಾಪ್ರಭುತ್ವ ಮತ್ತು ಅಧಿಕಾರ ವಿಕೇಂದ್ರೀಕರಣ ಕುರಿತು ಅರಿವು ಮೂಡಿಸಲಾಗುವುದು. ಸಭೆಯಲ್ಲಿ ತಾಲೂಕು ಪಂಚಾಯತ್ ಇ.ಒ. ಲಕ್ಷ್ಮಣ್, ತಾಲೂಕು ಮಟ್ಟದ ಅಧಿಕಾರಿಗಳು ಹಾಜರಿದ್ದರು.: [234, 713, 688, 755]
headline: ಸರ್ಕಾರದ ಹಣ ಲೂಟಿ- ಗ್ರಾಮಸ್ಥರ ಆಕ್ರೋಶ: [45, 86, 421, 116]
tender-dept-line: ಮತ್ತು ಅಂತರ್ಜಲ ಅಭಿವೃದ್ಧಿ ವಿಭಾಗ, ತುಮಕೂರು.: [729, 1010, 851, 1019]
photo-meeting-stage: [186, 126, 481, 253]
tender-email: Email: eemitmk@gmail.com: [789, 1022, 889, 1031]
imprint-line: Narayana Rao Bulding, Puttanjanaya swamy Temple Road, Opp Ganapathi Stotes, Vidya nagar, tumkur-572103, Tell Phone : 0816-2280202, Mo.No : 9986593961, Mail : vishalaprabhatmk@gmail.com: [136, 1377, 806, 1386]
registration-mark-icon: [463, 3, 479, 19]
column-rule: [222, 674, 223, 958]
headline: ಶ್ರೀಲಕ್ಷ್ಮಿ ನರಸಿಂಹ ಸ್ವಾಮಿಯ ಕುಂಭಾಭಿಷೇಕ: [372, 374, 782, 407]
photo-person: [594, 139, 612, 207]
photo-person: [842, 139, 860, 207]
photo-trekking-group: [590, 114, 894, 210]
imprint-footer: [50, 1363, 892, 1391]
tender-dept-line: ಸಣ್ಣ ನೀರಾವರಿ ಮತ್ತು ಅಂತರ್ಜಲ ಅಭಿವೃದ್ಧಿ ಇಲಾಖೆ: [727, 988, 853, 997]
crop-mark: [918, 1430, 919, 1445]
photo-person: [386, 177, 409, 221]
pull-quote-title: ದೇವಸ್ಥಾನದ ಅಭಿವೃದ್ಧಿ: [737, 561, 822, 574]
tender-sign-line: ಸಣ್ಣ ನೀರಾವರಿ ಮತ್ತು ಅಂತರ್ಜಲ: [806, 1240, 875, 1249]
article-body: ತುಮಕೂರು: ಯುವ ಸಬಲೀಕರಣ ಮತ್ತು ಕ್ರೀಡಾ ಇಲಾಖೆಯ ಅಕ್ಟೋಬರ್ 24 ಹಾಗೂ 25 ರಂದು ಬೆಳಿಗ್ಗೆ 10 ಗಂಟೆಗೆ ನಗರದ ಡಿಸ್ಟ್ರಿಕ್ಟ್ ಸ್ಟೇಡಿಯಂನಲ್ಲಿ ಯುವ ಸರ್ಕಾರಿ ಪ್ರಥಮ ದರ್ಜೆ ಕಾಲೇಜಿನಲ್ಲಿ ಜಿಲ್ಲಾ ಮಟ್ಟದ ಯುವಜನೋತ್ಸವ ಸ್ಪರ್ಧೆ ಆಯೋಜಿಸಲಾಗಿದೆ. ಯುವ ಜನೋತ್ಸವದಲ್ಲಿ ಅಕ್ಟೋಬರ್ 24 ರಂದು ಜಾನಪದ ನೃತ್ಯ, ಜಾನಪದ ಗೀತೆ, ಕಥೆ ಬರೆಯುವುದು, ಕವಿತೆ ಬರೆಯುವುದು, ಚಿತ್ರಕಲೆ, ಭಾಷಣ ಸ್ಪರ್ಧೆಗಳು ನಡೆಯಲಿವೆ. 15 ರಿಂದ 29 ವರ್ಷ ವಯೋಮಿತಿಯ ಯುವಕ ಯುವತಿಯರು ಭಾಗವಹಿಸಬಹುದು.: [600, 999, 656, 1176]
pull-quote-line: ಸರ್ವರು ಒಗ್ಗೂಡಿ: [756, 625, 803, 635]
tender-dipr-code: DIPR/TUM/RO-13105-25/Options: [668, 1345, 743, 1351]
registration-mark-icon: [2, 714, 18, 730]
photo-person: [427, 177, 450, 221]
pull-quote-line: ಯಾವುದೇ ಗೊಂದಲ: [751, 593, 808, 603]
pull-quote-line: ದೇವತಾ ಕಾರ್ಯ: [757, 641, 802, 651]
tender-notice: [662, 982, 894, 1356]
story-rss: [42, 962, 590, 1358]
headline-line-1: ನಾಗವಲ್ಲಿ ಕೆಪಿಎಸ್ ಶಾಲೆ: [700, 674, 840, 694]
column-rule: [594, 962, 595, 1358]
pull-quote-line: ಮನಸ್ತಾಪ ಬಾರದಂತೆ: [751, 609, 808, 619]
newspaper-logo: [50, 58, 116, 76]
photo-person: [762, 745, 793, 822]
